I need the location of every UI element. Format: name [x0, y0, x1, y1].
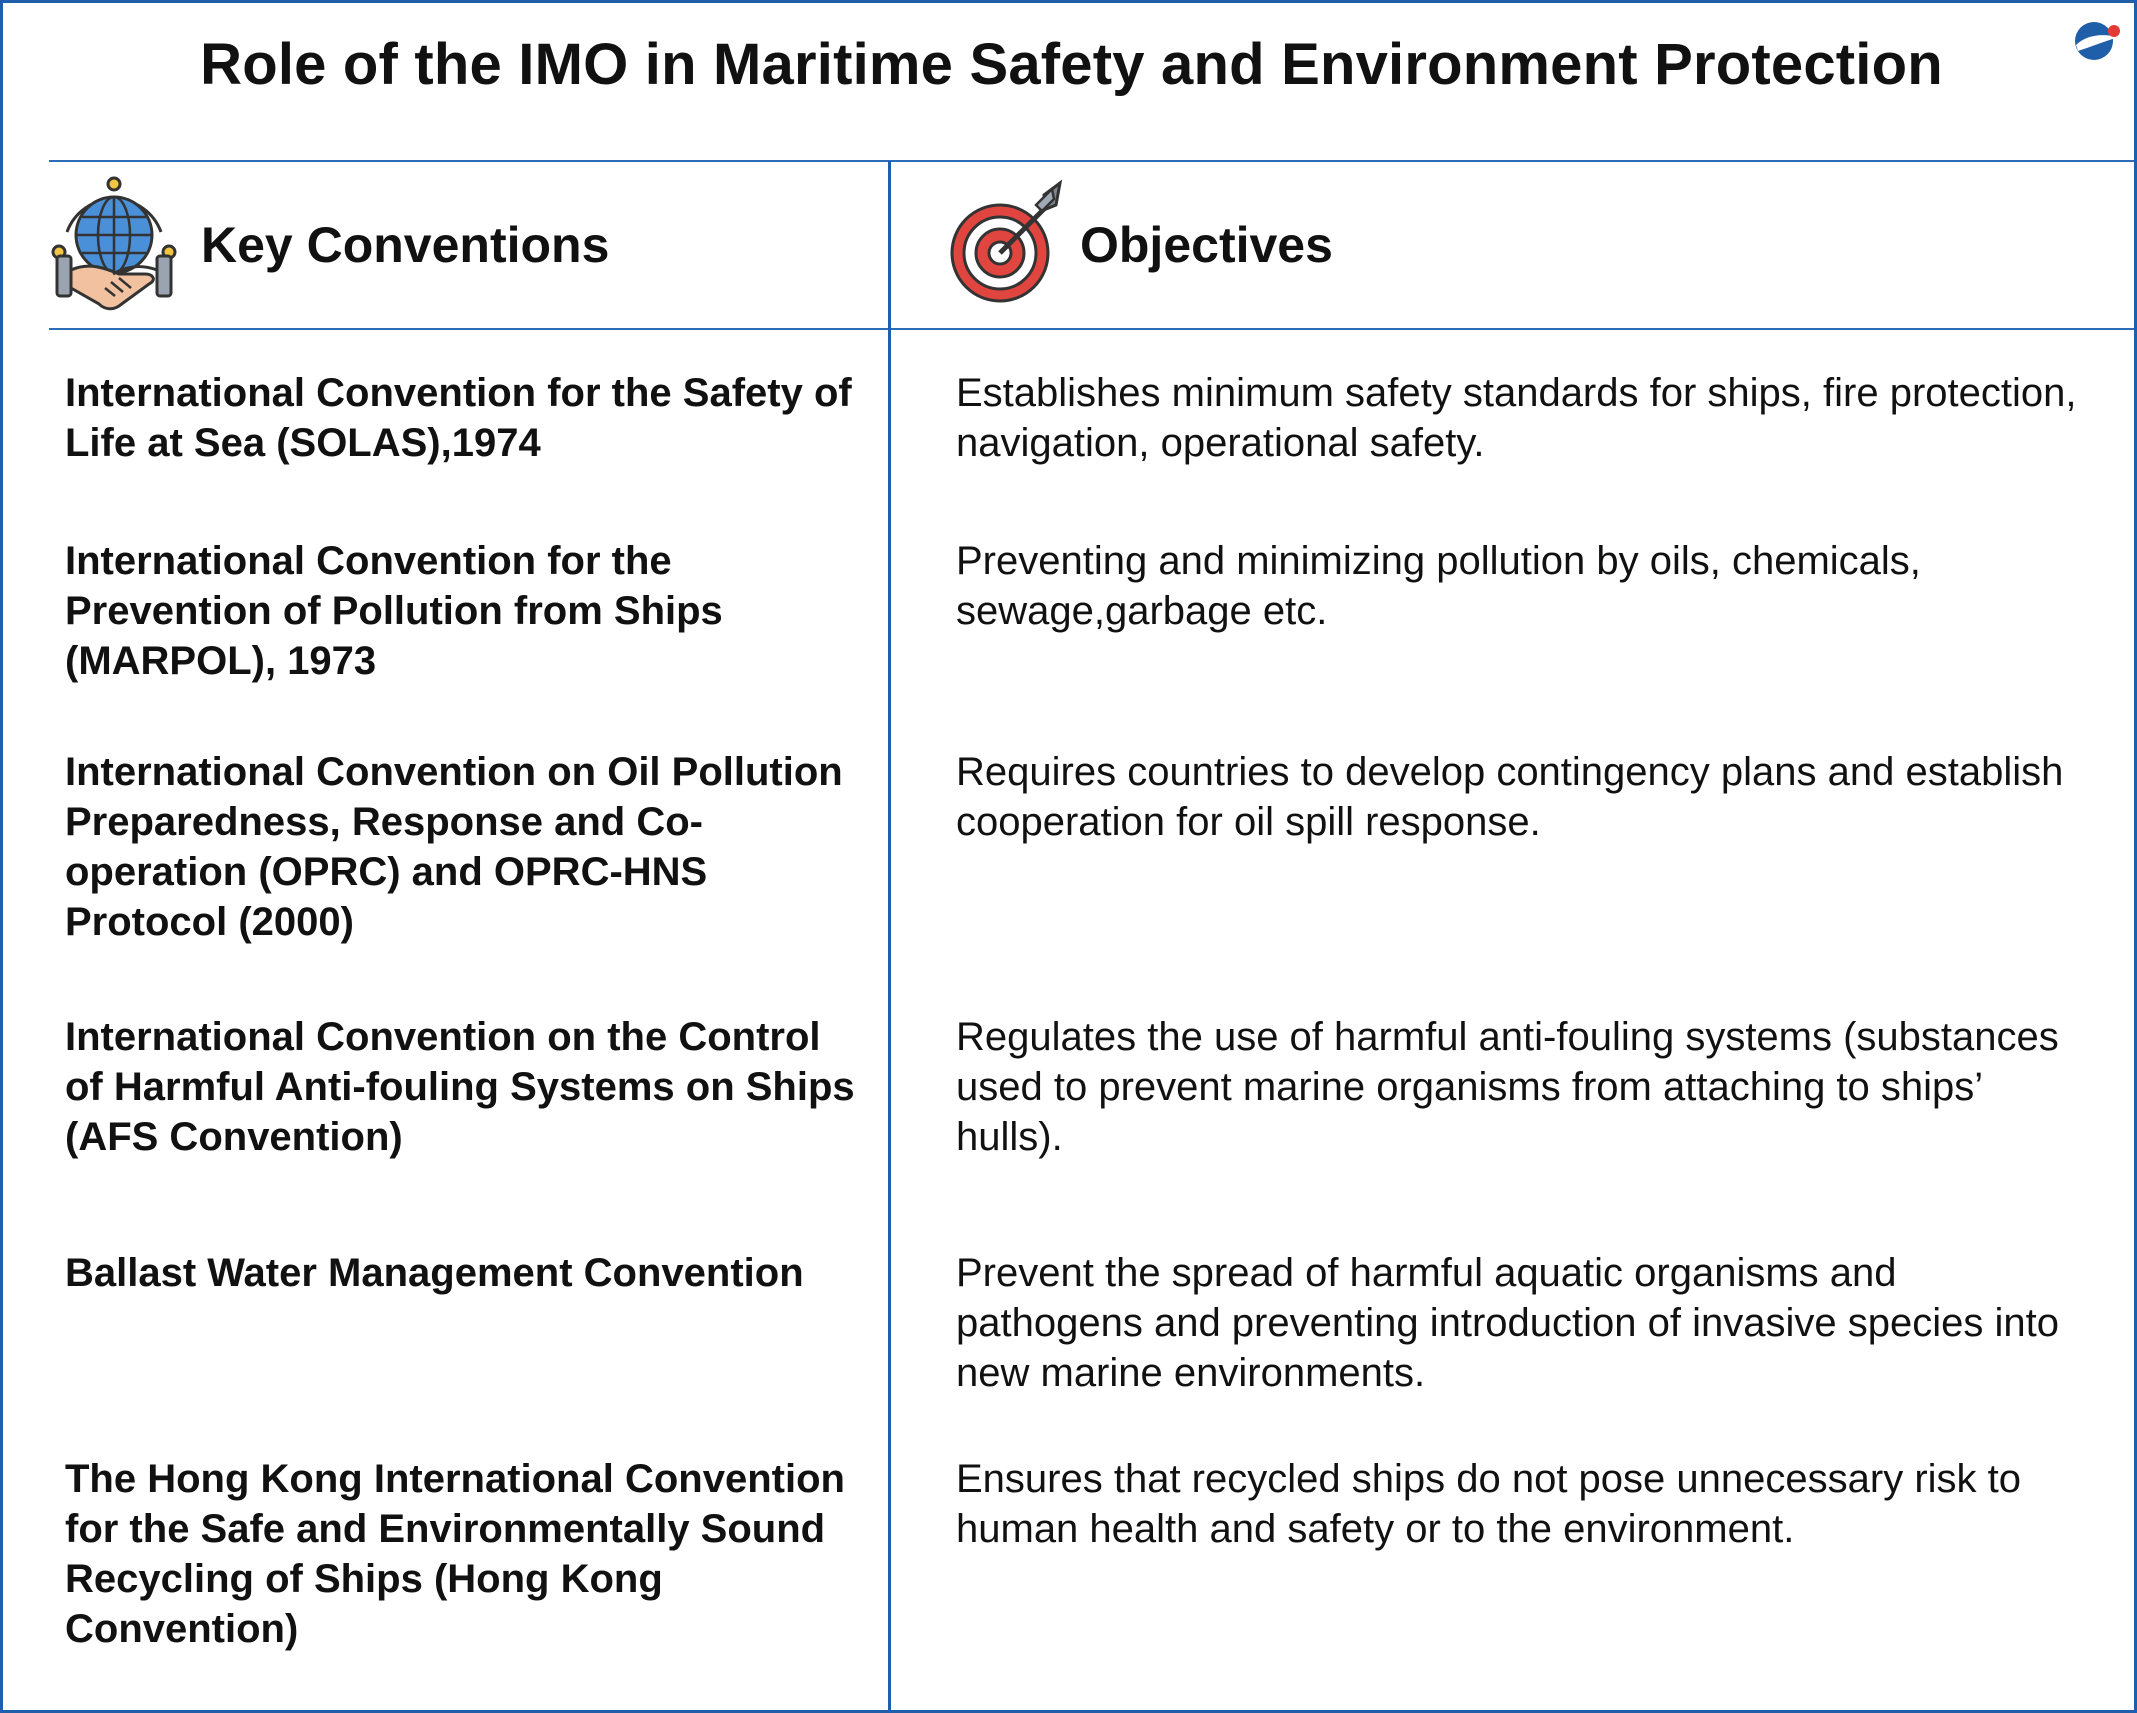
target-arrow-icon: [948, 175, 1066, 315]
header-top-divider: [49, 160, 2134, 162]
column-header-objectives: [948, 165, 2098, 325]
column-divider: [888, 161, 891, 1710]
convention-name: International Convention on Oil Pollution Preparedness, Response and Co-operation (OPRC) and OPRC-HNS Protocol (2000): [65, 750, 843, 944]
column-header-label: Key Conventions: [201, 217, 610, 273]
column-header-label: Objectives: [1080, 217, 1333, 273]
convention-name: International Convention for the Prevention of Pollution from Ships (MARPOL), 1973: [65, 539, 723, 683]
convention-objective: Requires countries to develop contingency plans and establish cooperation for oil spill response.: [956, 750, 2064, 844]
convention-name: International Convention on the Control of Harmful Anti-fouling Systems on Ships (AFS Convention): [65, 1015, 855, 1159]
header-bottom-divider: [49, 328, 2134, 330]
column-header-conventions: [49, 165, 869, 325]
convention-name: The Hong Kong International Convention for the Safe and Environmentally Sound Recycling of Ships (Hong Kong Convention): [65, 1457, 845, 1651]
brand-logo-icon: [2066, 11, 2126, 71]
convention-objective: Regulates the use of harmful anti-fouling systems (substances used to prevent marine organisms from attaching to ships’ hulls).: [956, 1015, 2059, 1159]
convention-objective: Prevent the spread of harmful aquatic organisms and pathogens and preventing introduction of invasive species into new marine environments.: [956, 1251, 2059, 1395]
convention-objective: Establishes minimum safety standards for ships, fire protection, navigation, operational safety.: [956, 371, 2077, 465]
convention-objective: Ensures that recycled ships do not pose unnecessary risk to human health and safety or to the environment.: [956, 1457, 2021, 1551]
globe-handshake-icon: [49, 170, 179, 320]
convention-objective: Preventing and minimizing pollution by oils, chemicals, sewage,garbage etc.: [956, 539, 1921, 633]
page-title: Role of the IMO in Maritime Safety and Environment Protection: [200, 32, 1943, 97]
convention-name: International Convention for the Safety of Life at Sea (SOLAS),1974: [65, 371, 852, 465]
convention-name: Ballast Water Management Convention: [65, 1251, 804, 1295]
